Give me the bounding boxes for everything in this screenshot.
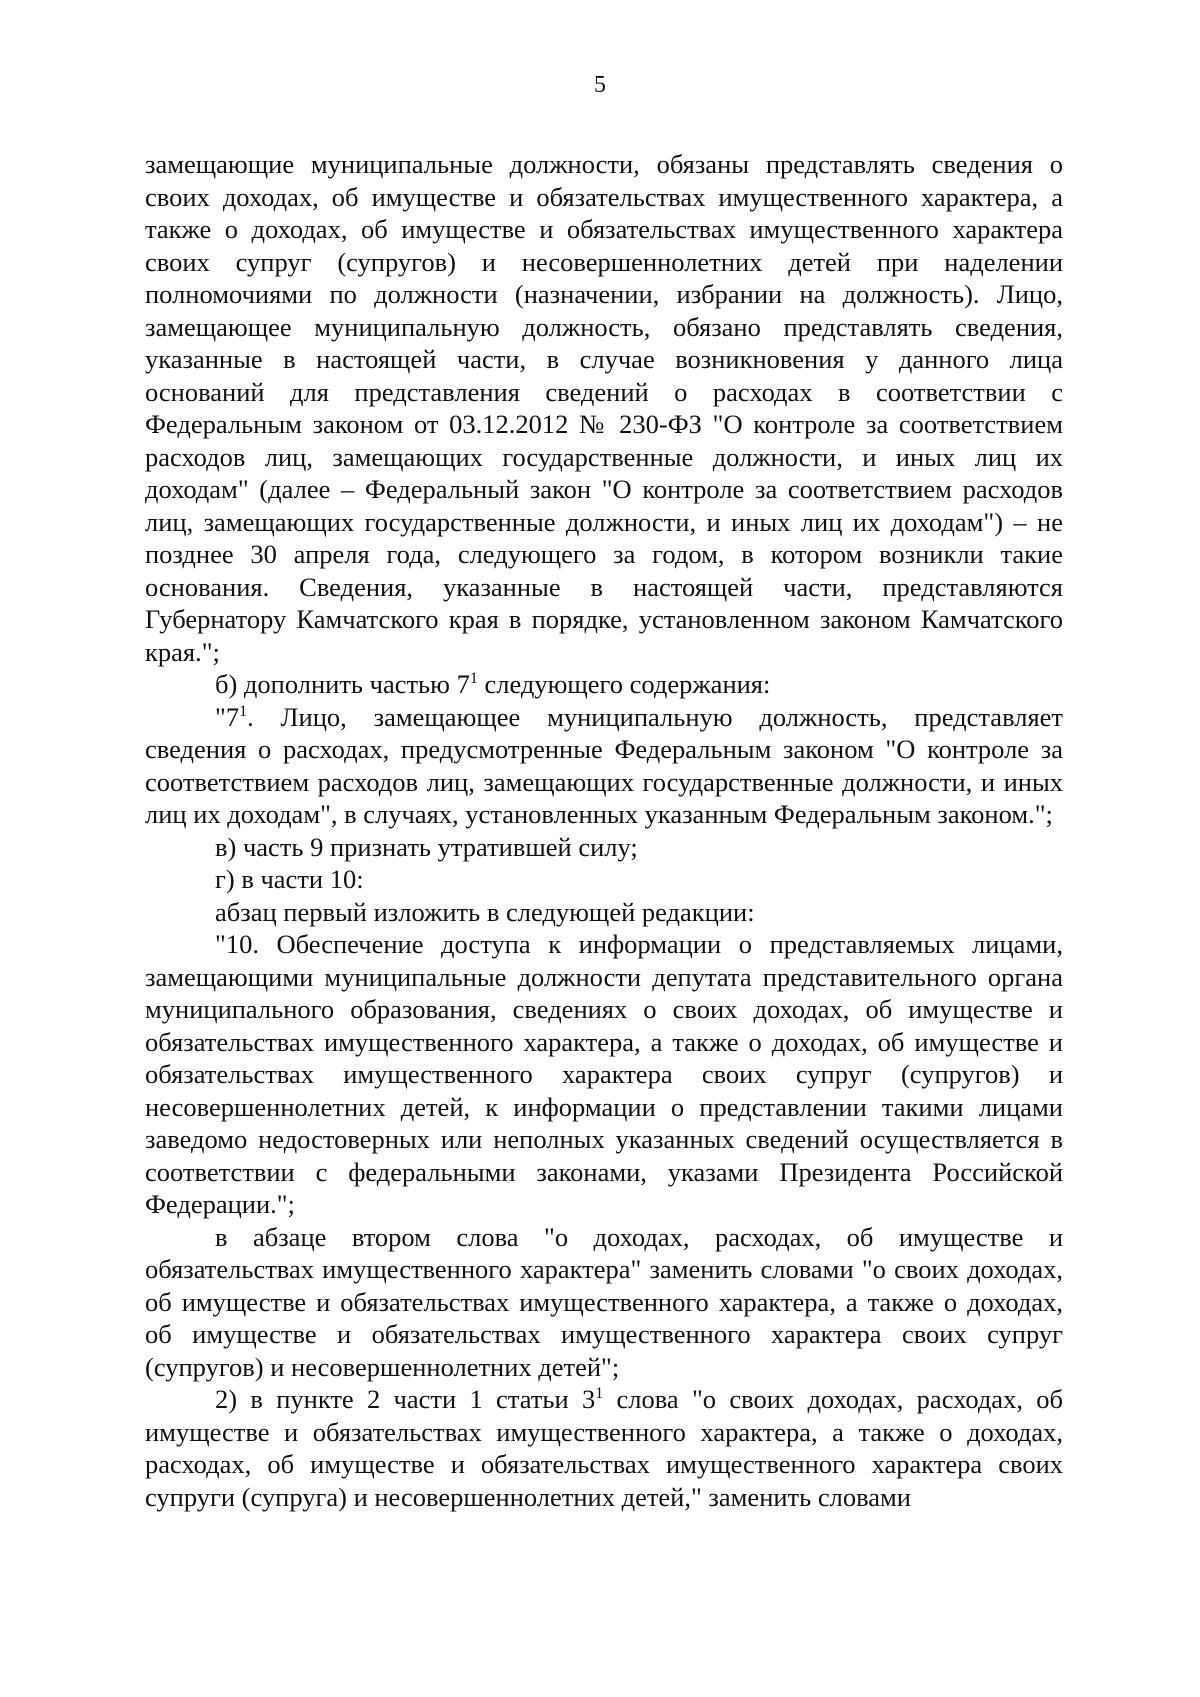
paragraph (145, 928, 1063, 1221)
paragraph-text: в абзаце втором слова "о доходах, расходах, об имуществе и обязательствах имущественного характера" заменить словами "о своих доходах, об имуществе и обязательствах имущественного характера, а также о доходах, об имуществе и обязательствах имущественного характера своих супруг (супругов) и несовершеннолетних детей"; (145, 1221, 1063, 1382)
superscript: 1 (595, 1385, 604, 1402)
paragraph (145, 1383, 1063, 1513)
document-body (145, 148, 1063, 1513)
paragraph-text: б) дополнить частью 7 (215, 669, 470, 699)
superscript: 1 (239, 702, 248, 720)
paragraph-text: "7 (215, 701, 240, 732)
paragraph (145, 831, 1063, 864)
paragraph (145, 1221, 1063, 1384)
paragraph (145, 668, 1063, 701)
paragraph (145, 148, 1063, 668)
page-number: 5 (594, 72, 606, 98)
paragraph-text: г) в части 10: (215, 864, 364, 894)
paragraph (145, 896, 1063, 929)
paragraph-text: "10. Обеспечение доступа к информации о представляемых лицами, замещающими муниципальные должности депутата представительного органа муниципального образования, сведениях о своих доходах, об имуществе и обязательствах имущественного характера, а также о доходах, об имуществе и обязательствах имущественного характера своих супруг (супругов) и несовершеннолетних детей, к информации о представлении такими лицами заведомо недостоверных или неполных указанных сведений осуществляется в соответствии с федеральными законами, указами Президента Российской Федерации."; (145, 929, 1063, 1219)
paragraph (145, 863, 1063, 896)
paragraph-text: замещающие муниципальные должности, обязаны представлять сведения о своих доходах, об имуществе и обязательствах имущественного характера, а также о доходах, об имуществе и обязательствах имущественного характера своих супруг (супругов) и несовершеннолетних детей при наделении полномочиями по должности (назначении, избрании на должность). Лицо, замещающее муниципальную должность, обязано представлять сведения, указанные в настоящей части, в случае возникновения у данного лица оснований для представления сведений о расходах в соответствии с Федеральным законом от 03.12.2012 № 230-ФЗ "О контроле за соответствием расходов лиц, замещающих государственные должности, и иных лиц их доходам" (далее – Федеральный закон "О контроле за соответствием расходов лиц, замещающих государственные должности, и иных лиц их доходам") – не позднее 30 апреля года, следующего за годом, в котором возникли такие основания. Сведения, указанные в настоящей части, представляются Губернатору Камчатского края в порядке, установленном законом Камчатского края."; (145, 149, 1063, 667)
superscript: 1 (469, 670, 478, 687)
paragraph-text: абзац первый изложить в следующей редакции: (215, 896, 755, 927)
paragraph-text: следующего содержания: (477, 669, 771, 699)
paragraph (145, 701, 1063, 831)
paragraph-text: . Лицо, замещающее муниципальную должность, представляет сведения о расходах, предусмотренные Федеральным законом "О контроле за соответствием расходов лиц, замещающих государственные должности, и иных лиц их доходам", в случаях, установленных указанным Федеральным законом."; (145, 701, 1063, 829)
paragraph-text: слова "о своих доходах, расходах, об имуществе и обязательствах имущественного характера, а также о доходах, расходах, об имуществе и обязательствах имущественного характера своих супруги (супруга) и несовершеннолетних детей," заменить словами (145, 1384, 1063, 1512)
paragraph-text: в) часть 9 признать утратившей силу; (215, 831, 638, 862)
paragraph-text: 2) в пункте 2 части 1 статьи 3 (215, 1384, 596, 1414)
